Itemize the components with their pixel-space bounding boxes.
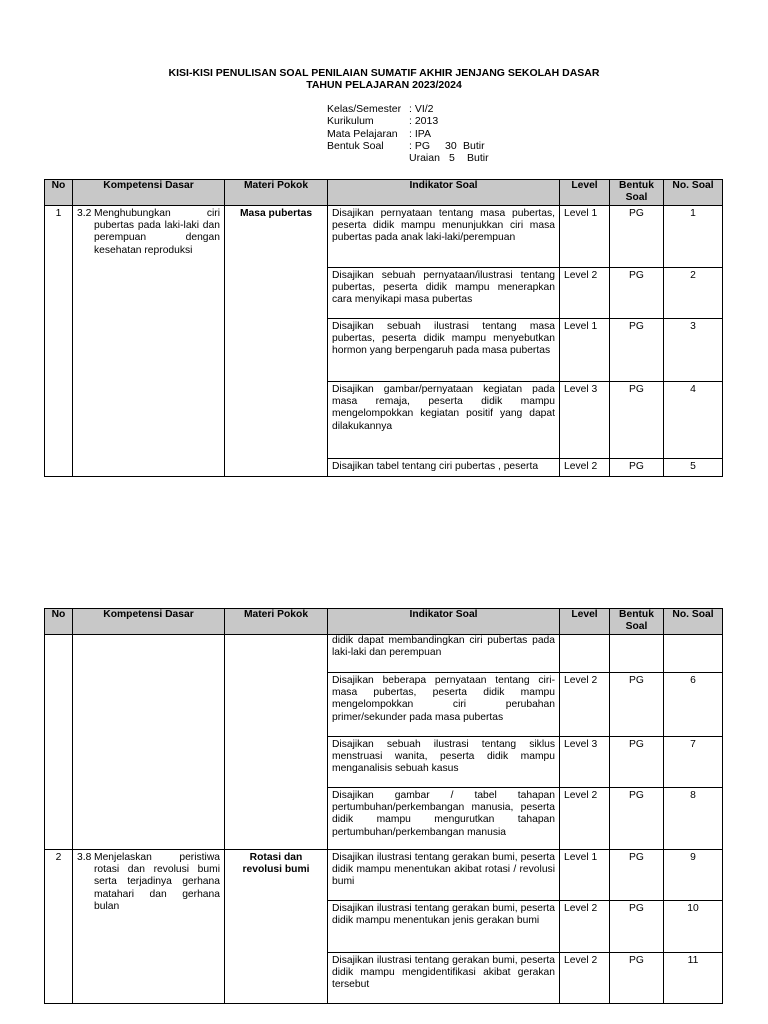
document-subtitle: TAHUN PELAJARAN 2023/2024 (306, 79, 462, 91)
header-indikator-soal: Indikator Soal (328, 609, 560, 635)
meta-kurikulum (327, 115, 489, 127)
bentuk-cell: PG (610, 850, 664, 901)
meta-bentuk-uraian-count: 5 (449, 152, 455, 165)
meta-kelas-value: : VI/2 (409, 103, 434, 115)
header-no-soal: No. Soal (664, 609, 723, 635)
header-indikator-soal: Indikator Soal (328, 180, 560, 206)
no-soal-cell: 9 (664, 850, 723, 901)
level-cell: Level 3 (560, 382, 610, 459)
level-cell: Level 2 (560, 268, 610, 319)
meta-bentuk-uraian-unit: Butir (467, 152, 489, 165)
bentuk-cell: PG (610, 673, 664, 737)
indikator-cell: Disajikan sebuah ilustrasi tentang siklus menstruasi wanita, peserta didik mampu menganalisis sebuah kasus (328, 737, 560, 788)
no-soal-cell: 10 (664, 901, 723, 953)
header-no-soal: No. Soal (664, 180, 723, 206)
no-soal-cell: 7 (664, 737, 723, 788)
bentuk-cell: PG (610, 382, 664, 459)
level-cell: Level 1 (560, 850, 610, 901)
table-row (45, 850, 723, 901)
indikator-cell: Disajikan beberapa pernyataan tentang ciri-masa pubertas, peserta didik mampu mengelompokkan ciri perubahan primer/sekunder pada masa pubertas (328, 673, 560, 737)
bentuk-cell: PG (610, 268, 664, 319)
header-bentuk-soal (610, 609, 664, 635)
document-title: KISI-KISI PENULISAN SOAL PENILAIAN SUMATIF AKHIR JENJANG SEKOLAH DASAR (168, 67, 600, 79)
level-cell: Level 2 (560, 901, 610, 953)
no-soal-cell: 8 (664, 788, 723, 850)
document-meta (327, 103, 489, 164)
materi-pokok-cell: Masa pubertas (225, 206, 328, 477)
bentuk-cell: PG (610, 901, 664, 953)
indikator-cell: Disajikan gambar / tabel tahapan pertumbuhan/perkembangan manusia, peserta didik mampu mengurutkan tahapan pertumbuhan/perkembangan manusia (328, 788, 560, 850)
header-bentuk-line1: Bentuk (619, 180, 654, 191)
meta-bentuk-pg (327, 140, 489, 152)
no-soal-cell: 6 (664, 673, 723, 737)
meta-bentuk-pg-unit: Butir (463, 139, 485, 152)
indikator-cell: Disajikan ilustrasi tentang gerakan bumi, peserta didik mampu menentukan akibat rotasi / revolusi bumi (328, 850, 560, 901)
level-cell: Level 2 (560, 459, 610, 477)
header-level: Level (560, 609, 610, 635)
header-bentuk-line2: Soal (625, 621, 648, 632)
level-cell: Level 2 (560, 673, 610, 737)
no-soal-cell: 2 (664, 268, 723, 319)
indikator-cell: Disajikan tabel tentang ciri pubertas , peserta (328, 459, 560, 477)
bentuk-cell: PG (610, 953, 664, 1004)
kd-code: 3.8 (77, 852, 92, 863)
level-cell: Level 3 (560, 737, 610, 788)
bentuk-cell: PG (610, 319, 664, 382)
bentuk-cell: PG (610, 737, 664, 788)
kd-text: Menghubungkan ciri pubertas pada laki-laki dan perempuan dengan kesehatan reproduksi (94, 208, 220, 256)
materi-pokok-cell: Rotasi dan revolusi bumi (225, 850, 328, 1004)
indikator-cell: Disajikan sebuah pernyataan/ilustrasi tentang pubertas, peserta didik mampu menerapkan cara menyikapi masa pubertas (328, 268, 560, 319)
header-bentuk-line1: Bentuk (619, 609, 654, 620)
level-cell: Level 2 (560, 788, 610, 850)
header-bentuk-soal (610, 180, 664, 206)
indikator-cell: Disajikan gambar/pernyataan kegiatan pada masa remaja, peserta didik mampu mengelompokkan kegiatan positif yang dapat dilakukannya (328, 382, 560, 459)
no-soal-cell: 4 (664, 382, 723, 459)
kisi-table-page-1 (44, 179, 723, 477)
meta-kurikulum-label: Kurikulum (327, 115, 374, 128)
meta-bentuk-label: Bentuk Soal (327, 139, 384, 152)
header-level: Level (560, 180, 610, 206)
level-cell: Level 1 (560, 206, 610, 268)
indikator-cell: Disajikan ilustrasi tentang gerakan bumi, peserta didik mampu mengidentifikasi akibat gerakan tersebut (328, 953, 560, 1004)
meta-bentuk-pg-count: 30 (445, 139, 457, 152)
kisi-table-page-2 (44, 608, 723, 1004)
header-no: No (45, 609, 73, 635)
kd-number: 2 (45, 850, 73, 1004)
bentuk-cell: PG (610, 206, 664, 268)
table-header-row (45, 609, 723, 635)
meta-bentuk-pg-type: : PG (409, 139, 431, 152)
table-row (45, 635, 723, 673)
header-kompetensi-dasar: Kompetensi Dasar (73, 609, 225, 635)
header-materi-pokok: Materi Pokok (225, 180, 328, 206)
table-header-row (45, 180, 723, 206)
header-bentuk-line2: Soal (625, 192, 648, 203)
header-kompetensi-dasar: Kompetensi Dasar (73, 180, 225, 206)
bentuk-cell: PG (610, 459, 664, 477)
kompetensi-dasar-cell (73, 850, 225, 1004)
kd-text: Menjelaskan peristiwa rotasi dan revolusi bumi serta terjadinya gerhana matahari dan gerhana bulan (94, 852, 220, 912)
level-cell: Level 1 (560, 319, 610, 382)
table-row (45, 206, 723, 268)
kompetensi-dasar-cell (73, 206, 225, 477)
kd-number: 1 (45, 206, 73, 477)
kd-code: 3.2 (77, 208, 92, 219)
meta-kelas (327, 103, 489, 115)
meta-kurikulum-value: : 2013 (409, 115, 439, 128)
meta-mapel-value: : IPA (409, 127, 431, 140)
no-soal-cell: 1 (664, 206, 723, 268)
no-soal-cell: 5 (664, 459, 723, 477)
meta-kelas-label: Kelas/Semester (327, 103, 402, 115)
indikator-cell: Disajikan pernyataan tentang masa pubertas, peserta didik mampu menunjukkan ciri masa pubertas pada anak laki-laki/perempuan (328, 206, 560, 268)
meta-mapel (327, 128, 489, 140)
no-soal-cell: 3 (664, 319, 723, 382)
header-no: No (45, 180, 73, 206)
meta-bentuk-uraian-type: Uraian (409, 152, 440, 165)
indikator-cell: Disajikan ilustrasi tentang gerakan bumi, peserta didik mampu menentukan jenis gerakan bumi (328, 901, 560, 953)
header-materi-pokok: Materi Pokok (225, 609, 328, 635)
level-cell: Level 2 (560, 953, 610, 1004)
indikator-cell: didik dapat membandingkan ciri pubertas pada laki-laki dan perempuan (328, 635, 560, 673)
no-soal-cell: 11 (664, 953, 723, 1004)
meta-mapel-label: Mata Pelajaran (327, 127, 398, 140)
bentuk-cell: PG (610, 788, 664, 850)
meta-bentuk-uraian (327, 152, 489, 164)
indikator-cell: Disajikan sebuah ilustrasi tentang masa pubertas, peserta didik mampu menyebutkan hormon yang berpengaruh pada masa pubertas (328, 319, 560, 382)
